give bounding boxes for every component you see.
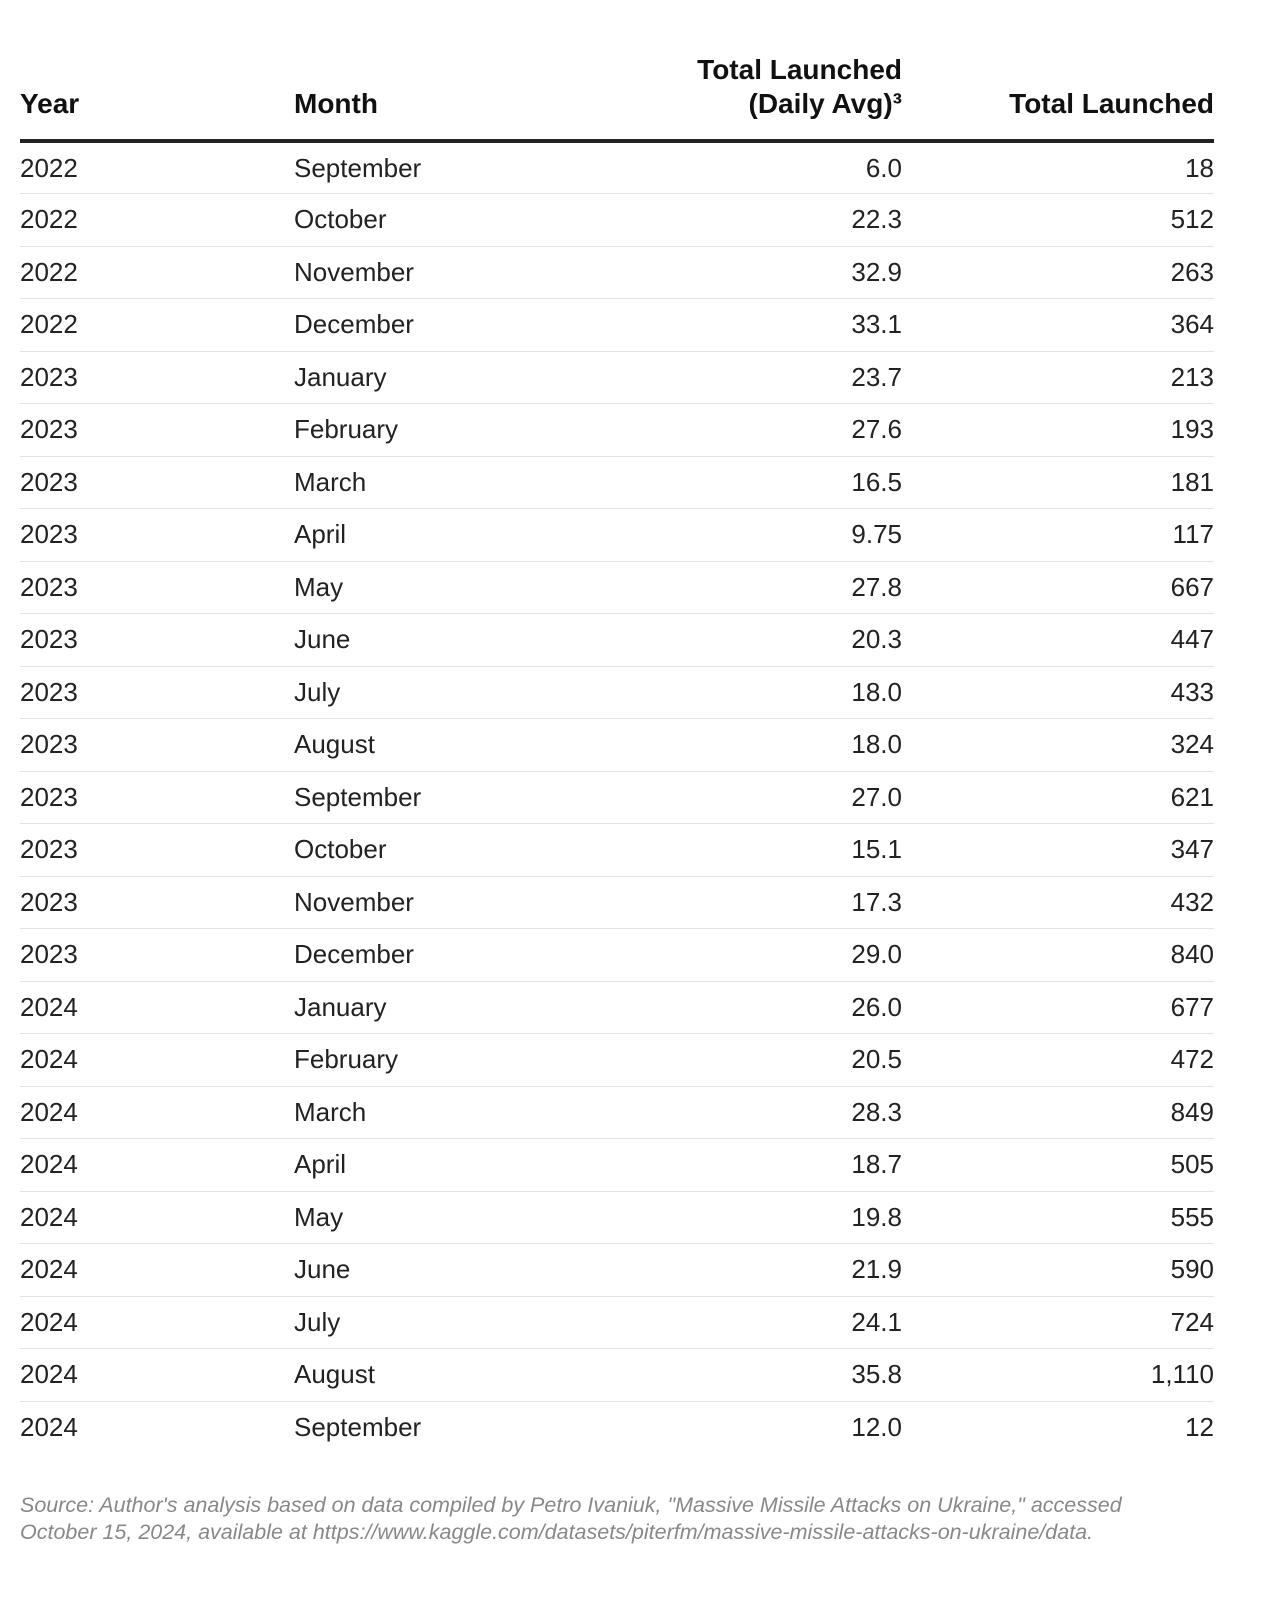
cell-year: 2022 — [20, 194, 294, 247]
cell-year: 2024 — [20, 1034, 294, 1087]
cell-year: 2023 — [20, 824, 294, 877]
cell-month: October — [294, 824, 614, 877]
header-month: Month — [294, 0, 614, 141]
table-row — [20, 929, 1214, 982]
cell-year: 2024 — [20, 1349, 294, 1402]
cell-year: 2024 — [20, 1412, 78, 1442]
table-row — [20, 719, 1214, 772]
cell-month: February — [294, 404, 614, 457]
cell-total-launched: 347 — [902, 824, 1214, 877]
table-header — [20, 0, 1214, 141]
cell-total-launched: 1,110 — [902, 1349, 1214, 1402]
cell-year: 2023 — [20, 614, 294, 667]
header-row — [20, 0, 1214, 141]
table-row — [20, 1349, 1214, 1402]
cell-daily-avg: 20.5 — [614, 1034, 902, 1087]
cell-daily-avg: 21.9 — [614, 1244, 902, 1297]
cell-year: 2023 — [20, 771, 294, 824]
cell-total-launched: 181 — [902, 456, 1214, 509]
cell-daily-avg: 20.3 — [614, 614, 902, 667]
source-note — [20, 1492, 1220, 1546]
cell-year: 2023 — [20, 404, 294, 457]
table-row — [20, 194, 1214, 247]
cell-total-launched: 621 — [902, 771, 1214, 824]
cell-year: 2024 — [20, 1086, 294, 1139]
cell-daily-avg: 22.3 — [614, 194, 902, 247]
cell-total-launched: 505 — [902, 1139, 1214, 1192]
table-row — [20, 981, 1214, 1034]
cell-month: March — [294, 456, 614, 509]
table-row — [20, 456, 1214, 509]
cell-month: January — [294, 351, 614, 404]
table-row — [20, 666, 1214, 719]
cell-total-launched: 677 — [902, 981, 1214, 1034]
cell-year: 2022 — [20, 299, 294, 352]
header-total-launched: Total Launched — [902, 0, 1214, 141]
cell-daily-avg: 27.8 — [614, 561, 902, 614]
cell-total-launched: 193 — [902, 404, 1214, 457]
cell-daily-avg: 32.9 — [614, 246, 902, 299]
cell-total-launched: 472 — [902, 1034, 1214, 1087]
table-row — [20, 1244, 1214, 1297]
cell-total-launched: 324 — [902, 719, 1214, 772]
cell-year: 2024 — [20, 981, 294, 1034]
cell-month: September — [294, 1412, 422, 1442]
cell-total-launched: 433 — [902, 666, 1214, 719]
cell-month: September — [294, 141, 614, 194]
cell-month: May — [294, 1191, 614, 1244]
cell-month: April — [294, 509, 614, 562]
table-row — [20, 614, 1214, 667]
header-daily-avg-line1: Total Launched — [697, 54, 902, 85]
cell-month: July — [294, 666, 614, 719]
cell-year: 2024 — [20, 1244, 294, 1297]
cell-year: 2024 — [20, 1191, 294, 1244]
cell-month: December — [294, 299, 614, 352]
missile-launch-table — [20, 0, 1214, 1454]
cell-daily-avg: 9.75 — [614, 509, 902, 562]
cell-daily-avg: 18.0 — [614, 719, 902, 772]
cell-month: February — [294, 1034, 614, 1087]
cell-total-launched: 590 — [902, 1244, 1214, 1297]
table-row — [20, 141, 1214, 194]
cell-month: October — [294, 194, 614, 247]
cell-month: November — [294, 876, 614, 929]
cell-year: 2023 — [20, 929, 294, 982]
source-note-line2: October 15, 2024, available at https://www.kaggle.com/datasets/piterfm/massive-missile-attacks-on-ukraine/data. — [20, 1520, 1094, 1544]
cell-daily-avg: 27.0 — [614, 771, 902, 824]
table-row — [20, 509, 1214, 562]
table-body — [20, 141, 1214, 1454]
cell-daily-avg: 17.3 — [614, 876, 902, 929]
cell-daily-avg: 35.8 — [614, 1349, 902, 1402]
cell-year: 2022 — [20, 246, 294, 299]
cell-month: December — [294, 929, 614, 982]
cell-total-launched: 840 — [902, 929, 1214, 982]
cell-year: 2023 — [20, 719, 294, 772]
cell-daily-avg: 18.7 — [614, 1139, 902, 1192]
table-row — [20, 1139, 1214, 1192]
table-row — [20, 1034, 1214, 1087]
table-row — [20, 1401, 1214, 1454]
cell-year: 2023 — [20, 876, 294, 929]
header-daily-avg-line2: (Daily Avg)³ — [748, 88, 902, 119]
cell-total-launched: 213 — [902, 351, 1214, 404]
cell-daily-avg: 19.8 — [614, 1191, 902, 1244]
cell-total-launched: 667 — [902, 561, 1214, 614]
cell-month: September — [294, 771, 614, 824]
cell-month: April — [294, 1139, 614, 1192]
cell-year: 2024 — [20, 1296, 294, 1349]
header-year: Year — [20, 0, 294, 141]
table-row — [20, 1086, 1214, 1139]
table-row — [20, 351, 1214, 404]
table-row — [20, 561, 1214, 614]
cell-total-launched: 117 — [902, 509, 1214, 562]
cell-daily-avg: 6.0 — [614, 141, 902, 194]
cell-month: June — [294, 1244, 614, 1297]
cell-daily-avg: 27.6 — [614, 404, 902, 457]
table-row — [20, 876, 1214, 929]
cell-total-launched: 263 — [902, 246, 1214, 299]
cell-total-launched: 364 — [902, 299, 1214, 352]
cell-total-launched: 447 — [902, 614, 1214, 667]
table-row — [20, 771, 1214, 824]
cell-daily-avg: 15.1 — [614, 824, 902, 877]
cell-daily-avg: 18.0 — [614, 666, 902, 719]
cell-month: July — [294, 1296, 614, 1349]
data-table-container — [20, 0, 1214, 1454]
cell-total-launched: 849 — [902, 1086, 1214, 1139]
cell-daily-avg: 26.0 — [614, 981, 902, 1034]
cell-total-launched: 12 — [1185, 1412, 1214, 1442]
cell-month: June — [294, 614, 614, 667]
cell-month: August — [294, 719, 614, 772]
cell-daily-avg: 29.0 — [614, 929, 902, 982]
cell-total-launched: 512 — [902, 194, 1214, 247]
cell-total-launched: 555 — [902, 1191, 1214, 1244]
table-row — [20, 824, 1214, 877]
cell-month: August — [294, 1349, 614, 1402]
cell-daily-avg: 28.3 — [614, 1086, 902, 1139]
table-row — [20, 1296, 1214, 1349]
cell-total-launched: 432 — [902, 876, 1214, 929]
cell-daily-avg: 23.7 — [614, 351, 902, 404]
table-row — [20, 1191, 1214, 1244]
cell-month: March — [294, 1086, 614, 1139]
cell-year: 2023 — [20, 509, 294, 562]
cell-daily-avg: 12.0 — [851, 1412, 902, 1442]
header-daily-avg — [614, 0, 902, 141]
cell-total-launched: 724 — [902, 1296, 1214, 1349]
cell-year: 2023 — [20, 561, 294, 614]
cell-month: January — [294, 981, 614, 1034]
cell-total-launched: 18 — [902, 141, 1214, 194]
cell-daily-avg: 16.5 — [614, 456, 902, 509]
source-note-line1: Source: Author's analysis based on data compiled by Petro Ivaniuk, "Massive Missile Attacks on Ukraine," accessed — [20, 1493, 1122, 1517]
cell-year: 2022 — [20, 141, 294, 194]
table-row — [20, 246, 1214, 299]
cell-year: 2023 — [20, 351, 294, 404]
table-row — [20, 404, 1214, 457]
cell-daily-avg: 24.1 — [614, 1296, 902, 1349]
cell-year: 2024 — [20, 1139, 294, 1192]
table-row — [20, 299, 1214, 352]
cell-daily-avg: 33.1 — [614, 299, 902, 352]
cell-year: 2023 — [20, 456, 294, 509]
cell-month: May — [294, 561, 614, 614]
cell-year: 2023 — [20, 666, 294, 719]
cell-month: November — [294, 246, 614, 299]
